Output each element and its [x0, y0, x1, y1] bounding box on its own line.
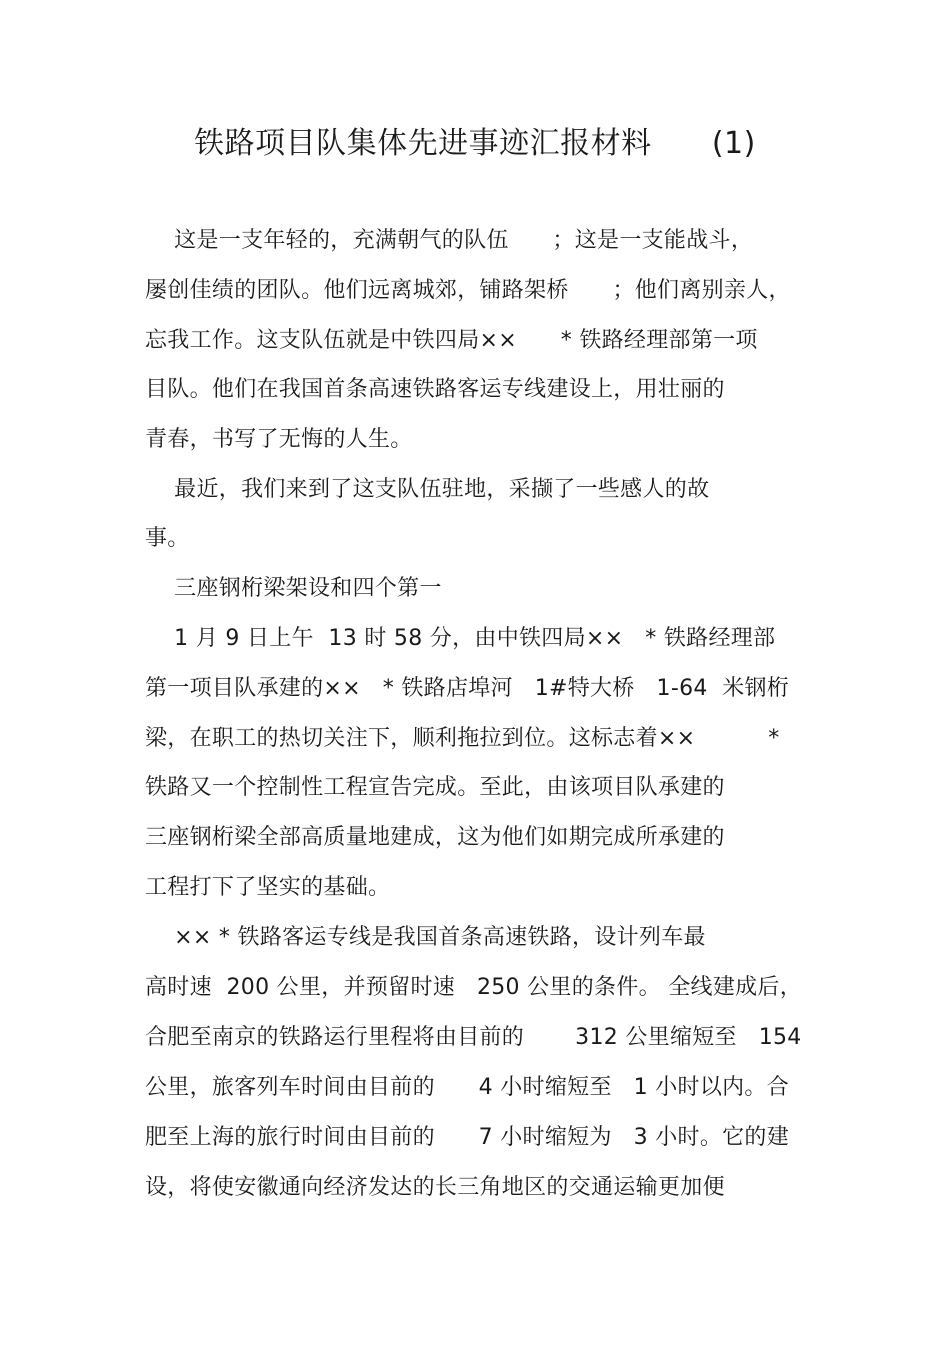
document-title: 铁路项目队集体先进事迹汇报材料 (1)	[194, 126, 756, 161]
paragraph-line: 合肥至南京的铁路运行里程将由目前的 312 公里缩短至 154	[145, 1025, 802, 1050]
paragraph-line: 三座钢桁梁全部高质量地建成，这为他们如期完成所承建的	[145, 825, 725, 850]
paragraph-line: 屡创佳绩的团队。他们远离城郊，铺路架桥 ；他们离别亲人，	[145, 278, 791, 303]
paragraph-line: 设，将使安徽通向经济发达的长三角地区的交通运输更加便	[145, 1175, 725, 1200]
paragraph-line: 铁路又一个控制性工程宣告完成。至此，由该项目队承建的	[145, 775, 725, 800]
paragraph-line: 公里，旅客列车时间由目前的 4 小时缩短至 1 小时以内。合	[145, 1075, 790, 1100]
section-heading: 三座钢桁梁架设和四个第一	[145, 576, 442, 601]
paragraph-line: 梁，在职工的热切关注下，顺利拖拉到位。这标志着×× *	[145, 726, 780, 751]
paragraph-line: 高时速 200 公里，并预留时速 250 公里的条件。 全线建成后，	[145, 975, 803, 1000]
paragraph-line: 1 月 9 日上午 13 时 58 分，由中铁四局×× * 铁路经理部	[145, 626, 776, 651]
paragraph-line: 肥至上海的旅行时间由目前的 7 小时缩短为 3 小时。它的建	[145, 1125, 790, 1150]
paragraph-line: 忘我工作。这支队伍就是中铁四局×× * 铁路经理部第一项	[145, 328, 758, 353]
paragraph-line: ×× * 铁路客运专线是我国首条高速铁路，设计列车最	[145, 925, 706, 950]
paragraph-line: 最近，我们来到了这支队伍驻地，采撷了一些感人的故	[145, 477, 710, 502]
paragraph-line: 青春，书写了无悔的人生。	[145, 427, 413, 452]
paragraph-line: 目队。他们在我国首条高速铁路客运专线建设上，用壮丽的	[145, 377, 725, 402]
paragraph-line: 这是一支年轻的，充满朝气的队伍 ；这是一支能战斗，	[145, 228, 754, 253]
paragraph-line: 工程打下了坚实的基础。	[145, 875, 391, 900]
paragraph-line: 第一项目队承建的×× * 铁路店埠河 1#特大桥 1-64 米钢桁	[145, 676, 790, 701]
paragraph-line: 事。	[145, 526, 190, 551]
